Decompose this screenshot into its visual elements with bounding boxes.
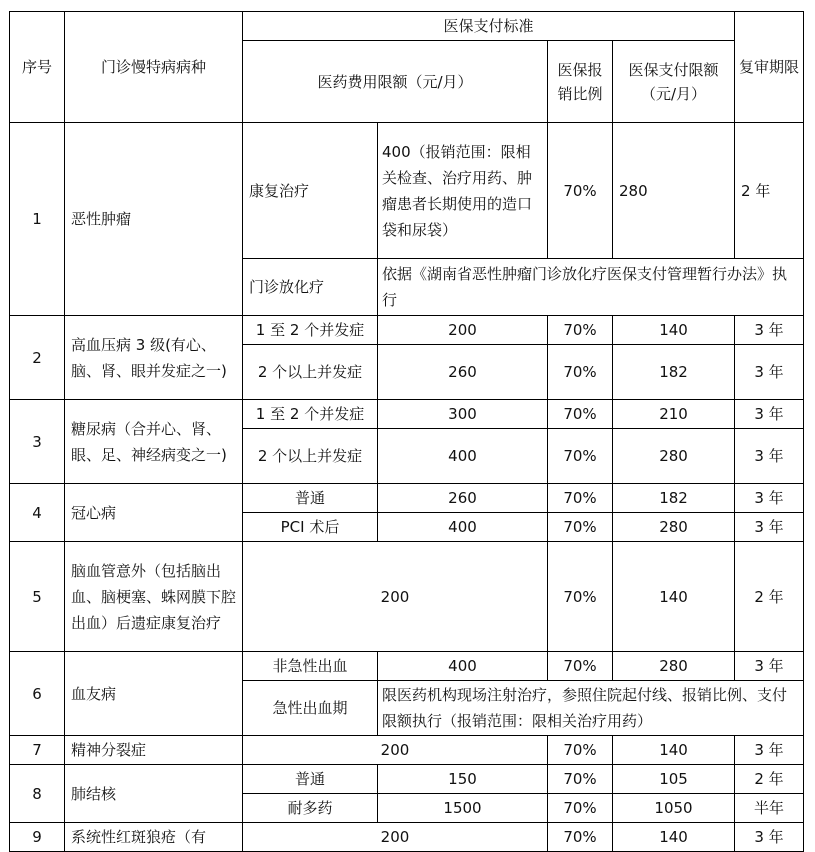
row-number: 6 bbox=[10, 652, 65, 736]
row-number: 4 bbox=[10, 484, 65, 542]
cost-limit: 150 bbox=[378, 765, 548, 794]
pay-limit: 140 bbox=[613, 823, 735, 852]
reimburse-ratio: 70% bbox=[548, 513, 613, 542]
reimburse-ratio: 70% bbox=[548, 823, 613, 852]
review-period: 3 年 bbox=[735, 484, 804, 513]
sub-type: 门诊放化疗 bbox=[243, 259, 378, 316]
table-row bbox=[10, 765, 804, 794]
sub-type: PCI 术后 bbox=[243, 513, 378, 542]
payment-standard-table bbox=[9, 11, 804, 852]
reimburse-ratio: 70% bbox=[548, 316, 613, 345]
pay-limit: 280 bbox=[613, 123, 735, 259]
pay-limit: 140 bbox=[613, 542, 735, 652]
disease-name: 高血压病 3 级(有心、脑、肾、眼并发症之一) bbox=[65, 316, 243, 400]
review-period: 3 年 bbox=[735, 345, 804, 400]
cost-limit: 400（报销范围：限相关检查、治疗用药、肿瘤患者长期使用的造口袋和尿袋） bbox=[378, 123, 548, 259]
disease-name: 血友病 bbox=[65, 652, 243, 736]
row-number: 2 bbox=[10, 316, 65, 400]
review-period: 3 年 bbox=[735, 823, 804, 852]
sub-type: 2 个以上并发症 bbox=[243, 429, 378, 484]
cost-limit: 200 bbox=[243, 542, 548, 652]
pay-limit: 140 bbox=[613, 316, 735, 345]
sub-type: 普通 bbox=[243, 765, 378, 794]
review-period: 3 年 bbox=[735, 429, 804, 484]
disease-name: 冠心病 bbox=[65, 484, 243, 542]
row-number: 5 bbox=[10, 542, 65, 652]
disease-name: 肺结核 bbox=[65, 765, 243, 823]
sub-type: 2 个以上并发症 bbox=[243, 345, 378, 400]
cost-limit: 200 bbox=[243, 823, 548, 852]
cost-limit: 260 bbox=[378, 484, 548, 513]
disease-name: 精神分裂症 bbox=[65, 736, 243, 765]
disease-name: 恶性肿瘤 bbox=[65, 123, 243, 316]
reimburse-ratio: 70% bbox=[548, 429, 613, 484]
cost-limit: 200 bbox=[243, 736, 548, 765]
sub-type: 1 至 2 个并发症 bbox=[243, 400, 378, 429]
row-number: 3 bbox=[10, 400, 65, 484]
review-period: 3 年 bbox=[735, 400, 804, 429]
cost-limit: 260 bbox=[378, 345, 548, 400]
pay-limit: 280 bbox=[613, 513, 735, 542]
row-number: 1 bbox=[10, 123, 65, 316]
policy-note: 依据《湖南省恶性肿瘤门诊放化疗医保支付管理暂行办法》执行 bbox=[378, 259, 804, 316]
header-row bbox=[10, 12, 804, 41]
reimburse-ratio: 70% bbox=[548, 736, 613, 765]
header-ratio: 医保报销比例 bbox=[548, 41, 613, 123]
disease-name: 脑血管意外（包括脑出血、脑梗塞、蛛网膜下腔出血）后遗症康复治疗 bbox=[65, 542, 243, 652]
pay-limit: 210 bbox=[613, 400, 735, 429]
review-period: 3 年 bbox=[735, 316, 804, 345]
table-row bbox=[10, 123, 804, 259]
table-row bbox=[10, 400, 804, 429]
header-seq: 序号 bbox=[10, 12, 65, 123]
sub-type: 康复治疗 bbox=[243, 123, 378, 259]
cost-limit: 400 bbox=[378, 429, 548, 484]
review-period: 3 年 bbox=[735, 652, 804, 681]
pay-limit: 140 bbox=[613, 736, 735, 765]
row-number: 7 bbox=[10, 736, 65, 765]
reimburse-ratio: 70% bbox=[548, 345, 613, 400]
header-disease: 门诊慢特病病种 bbox=[65, 12, 243, 123]
disease-name: 糖尿病（合并心、肾、眼、足、神经病变之一) bbox=[65, 400, 243, 484]
pay-limit: 182 bbox=[613, 484, 735, 513]
reimburse-ratio: 70% bbox=[548, 400, 613, 429]
sub-type: 急性出血期 bbox=[243, 681, 378, 736]
header-pay-limit: 医保支付限额（元/月） bbox=[613, 41, 735, 123]
cost-limit: 1500 bbox=[378, 794, 548, 823]
pay-limit: 280 bbox=[613, 429, 735, 484]
row-number: 8 bbox=[10, 765, 65, 823]
pay-limit: 280 bbox=[613, 652, 735, 681]
cost-limit: 400 bbox=[378, 652, 548, 681]
row-number: 9 bbox=[10, 823, 65, 852]
review-period: 2 年 bbox=[735, 765, 804, 794]
pay-limit: 105 bbox=[613, 765, 735, 794]
cost-limit: 400 bbox=[378, 513, 548, 542]
cost-limit: 300 bbox=[378, 400, 548, 429]
sub-type: 1 至 2 个并发症 bbox=[243, 316, 378, 345]
reimburse-ratio: 70% bbox=[548, 484, 613, 513]
sub-type: 非急性出血 bbox=[243, 652, 378, 681]
review-period: 2 年 bbox=[735, 123, 804, 259]
table-row bbox=[10, 652, 804, 681]
pay-limit: 1050 bbox=[613, 794, 735, 823]
disease-name: 系统性红斑狼疮（有 bbox=[65, 823, 243, 852]
cost-limit: 200 bbox=[378, 316, 548, 345]
sub-type: 耐多药 bbox=[243, 794, 378, 823]
review-period: 2 年 bbox=[735, 542, 804, 652]
review-period: 3 年 bbox=[735, 513, 804, 542]
pay-limit: 182 bbox=[613, 345, 735, 400]
table-row bbox=[10, 316, 804, 345]
table-row bbox=[10, 484, 804, 513]
review-period: 半年 bbox=[735, 794, 804, 823]
sub-type: 普通 bbox=[243, 484, 378, 513]
table-row bbox=[10, 823, 804, 852]
header-cost-limit: 医药费用限额（元/月） bbox=[243, 41, 548, 123]
header-review: 复审期限 bbox=[735, 12, 804, 123]
header-standard: 医保支付标准 bbox=[243, 12, 735, 41]
table-row bbox=[10, 542, 804, 652]
reimburse-ratio: 70% bbox=[548, 794, 613, 823]
reimburse-ratio: 70% bbox=[548, 652, 613, 681]
review-period: 3 年 bbox=[735, 736, 804, 765]
table-row bbox=[10, 736, 804, 765]
policy-note: 限医药机构现场注射治疗，参照住院起付线、报销比例、支付限额执行（报销范围：限相关治疗用药） bbox=[378, 681, 804, 736]
reimburse-ratio: 70% bbox=[548, 542, 613, 652]
reimburse-ratio: 70% bbox=[548, 765, 613, 794]
reimburse-ratio: 70% bbox=[548, 123, 613, 259]
